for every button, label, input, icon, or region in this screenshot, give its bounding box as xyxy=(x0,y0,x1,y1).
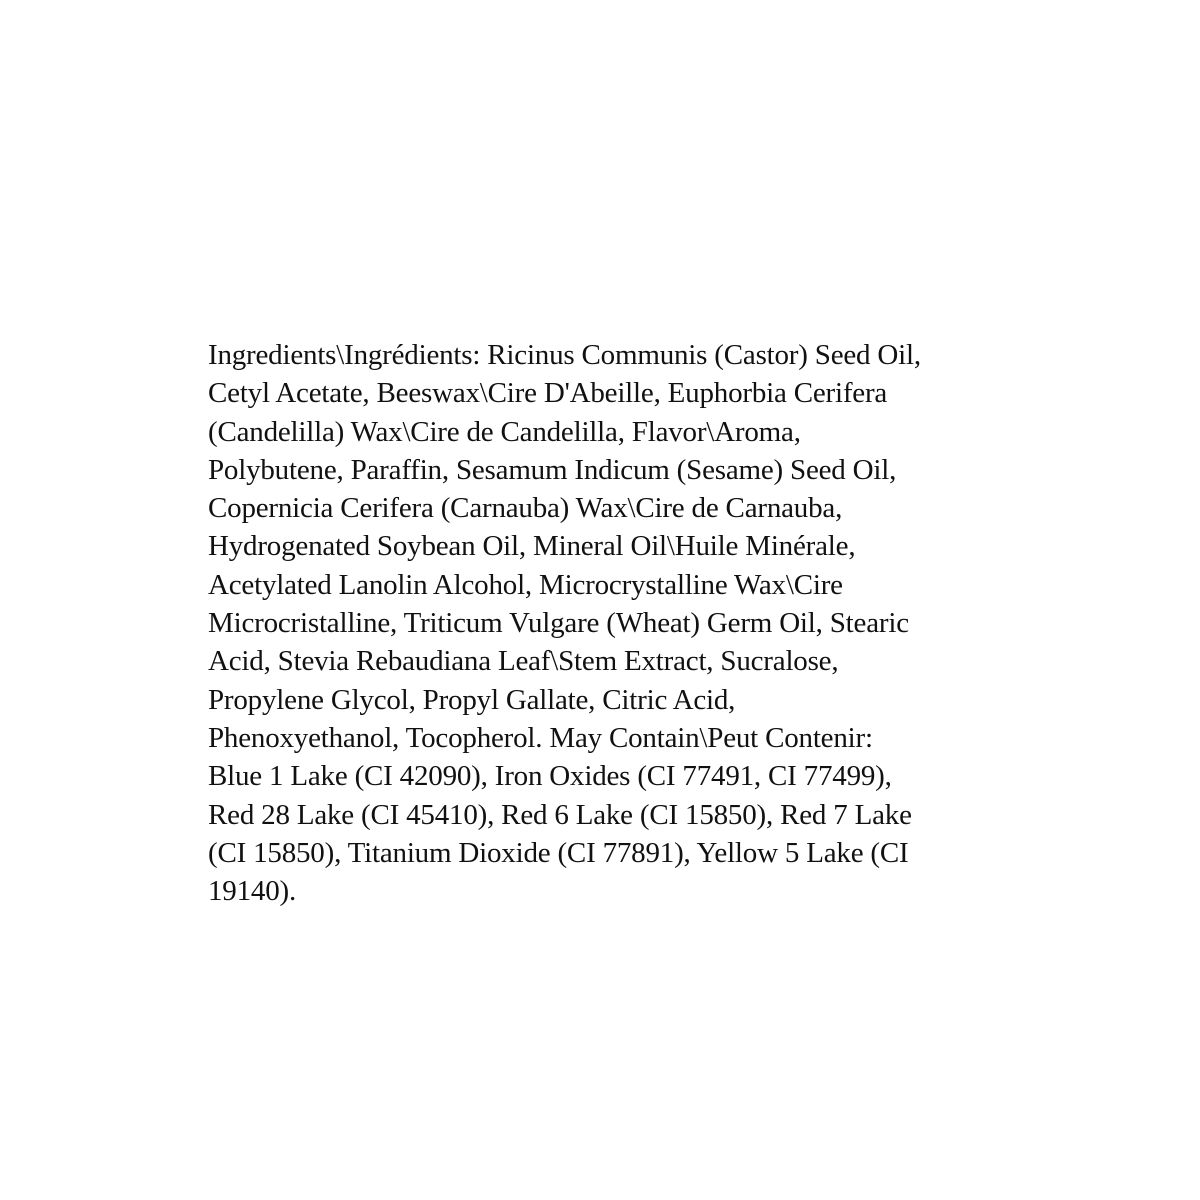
ingredients-line: Acid, Stevia Rebaudiana Leaf\Stem Extract, Sucralose, xyxy=(208,645,839,678)
ingredients-line: Blue 1 Lake (CI 42090), Iron Oxides (CI 77491, CI 77499), xyxy=(208,760,892,793)
ingredients-line: Cetyl Acetate, Beeswax\Cire D'Abeille, Euphorbia Cerifera xyxy=(208,377,888,410)
ingredients-line: Acetylated Lanolin Alcohol, Microcrystalline Wax\Cire xyxy=(208,568,843,601)
ingredients-line: Microcristalline, Triticum Vulgare (Wheat) Germ Oil, Stearic xyxy=(208,607,909,640)
ingredients-line: Propylene Glycol, Propyl Gallate, Citric Acid, xyxy=(208,683,736,716)
ingredients-line: (Candelilla) Wax\Cire de Candelilla, Flavor\Aroma, xyxy=(208,415,801,448)
ingredients-line: Hydrogenated Soybean Oil, Mineral Oil\Huile Minérale, xyxy=(208,530,856,563)
ingredients-line: Red 28 Lake (CI 45410), Red 6 Lake (CI 15850), Red 7 Lake xyxy=(208,798,912,831)
ingredients-line: Polybutene, Paraffin, Sesamum Indicum (Sesame) Seed Oil, xyxy=(208,453,897,486)
ingredients-line: Phenoxyethanol, Tocopherol. May Contain\Peut Contenir: xyxy=(208,721,873,754)
ingredients-line: Ingredients\Ingrédients: Ricinus Communis (Castor) Seed Oil, xyxy=(208,339,921,371)
ingredients-line: Copernicia Cerifera (Carnauba) Wax\Cire de Carnauba, xyxy=(208,492,843,525)
ingredients-line: 19140). xyxy=(208,875,297,908)
ingredients-line: (CI 15850), Titanium Dioxide (CI 77891), Yellow 5 Lake (CI xyxy=(208,836,909,869)
ingredients-text xyxy=(208,336,1008,910)
